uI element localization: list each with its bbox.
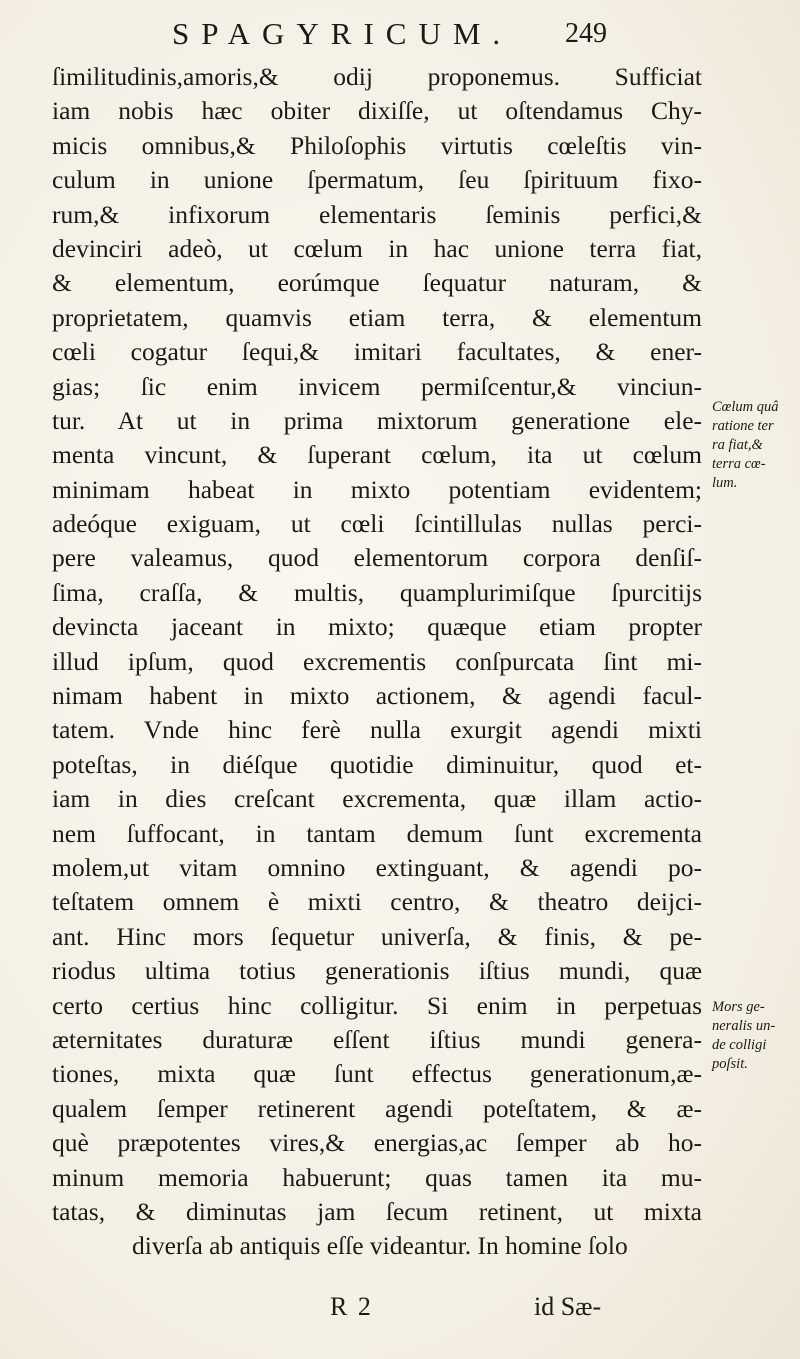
signature-mark: R 2	[330, 1292, 373, 1321]
text-line: minimam habeat in mixto potentiam evidentem;	[52, 474, 702, 504]
running-title: SPAGYRICUM.	[172, 16, 513, 51]
text-line: devincta jaceant in mixto; quæque etiam propter	[52, 612, 702, 642]
margin-note-line: lum.	[712, 475, 738, 491]
margin-note-line: Cœlum quâ	[712, 399, 779, 415]
text-line: adeóque exiguam, ut cœli ſcintillulas nullas perci-	[52, 509, 702, 539]
text-line: rum,& infixorum elementaris ſeminis perfici,&	[52, 199, 702, 229]
text-line: iam in dies creſcant excrementa, quæ illam actio-	[52, 784, 702, 814]
text-line: nem ſuffocant, in tantam demum ſunt excrementa	[52, 818, 702, 848]
text-line: molem,ut vitam omnino extinguant, & agendi po-	[52, 852, 702, 882]
text-line: menta vincunt, & ſuperant cœlum, ita ut cœlum	[52, 440, 702, 470]
text-line: proprietatem, quamvis etiam terra, & elementum	[52, 302, 702, 332]
text-line: poteſtas, in diéſque quotidie diminuitur, quod et-	[52, 749, 702, 779]
text-line: devinciri adeò, ut cœlum in hac unione terra fiat,	[52, 233, 702, 263]
text-line: gias; ſic enim invicem permiſcentur,& vinciun-	[52, 371, 702, 401]
margin-note-line: terra cœ-	[712, 456, 766, 472]
text-line: qualem ſemper retinerent agendi poteſtatem, & æ-	[52, 1093, 702, 1123]
text-line: tur. At ut in prima mixtorum generatione ele-	[52, 405, 702, 435]
margin-note-line: ra fiat,&	[712, 437, 763, 453]
text-line: illud ipſum, quod excrementis conſpurcata ſint mi-	[52, 646, 702, 676]
text-line: riodus ultima totius generationis iſtius mundi, quæ	[52, 956, 702, 986]
text-line: culum in unione ſpermatum, ſeu ſpirituum fixo-	[52, 165, 702, 195]
catchword: id Sæ-	[534, 1292, 602, 1321]
margin-note-line: neralis un-	[712, 1018, 776, 1034]
margin-note-line: de colligi	[712, 1037, 767, 1053]
margin-note-general-death	[712, 998, 798, 1074]
margin-note-line: ratione ter	[712, 418, 774, 434]
text-line: æternitates duraturæ eſſent iſtius mundi genera-	[52, 1024, 702, 1054]
margin-note-heaven-earth	[712, 398, 798, 493]
text-line: minum memoria habuerunt; quas tamen ita mu-	[52, 1162, 702, 1192]
running-head	[172, 14, 622, 54]
text-line: cœli cogatur ſequi,& imitari facultates, & ener-	[52, 337, 702, 367]
body-text	[52, 60, 702, 1264]
text-line: nimam habent in mixto actionem, & agendi facul-	[52, 681, 702, 711]
text-line: ſima, craſſa, & multis, quamplurimiſque ſpurcitijs	[52, 577, 702, 607]
text-line: tatem. Vnde hinc ferè nulla exurgit agendi mixti	[52, 715, 702, 745]
text-line: què præpotentes vires,& energias,ac ſemper ab ho-	[52, 1128, 702, 1158]
text-line: certo certius hinc colligitur. Si enim in perpetuas	[52, 990, 702, 1020]
text-line: pere valeamus, quod elementorum corpora denſiſ-	[52, 543, 702, 573]
margin-note-line: poſsit.	[712, 1056, 748, 1072]
text-line: ant. Hinc mors ſequetur univerſa, & finis, & pe-	[52, 921, 702, 951]
margin-note-line: Mors ge-	[712, 999, 765, 1015]
text-line: micis omnibus,& Philoſophis virtutis cœleſtis vin-	[52, 130, 702, 160]
text-line: diverſa ab antiquis eſſe videantur. In homine ſolo	[132, 1231, 628, 1261]
text-line: tatas, & diminutas jam ſecum retinent, ut mixta	[52, 1196, 702, 1226]
text-line: ſimilitudinis,amoris,& odij proponemus. Sufficiat	[52, 62, 702, 91]
text-line: tiones, mixta quæ ſunt effectus generationum,æ-	[52, 1059, 702, 1089]
page-number: 249	[565, 18, 607, 49]
text-line: teſtatem omnem è mixti centro, & theatro deijci-	[52, 887, 702, 917]
text-line: iam nobis hæc obiter dixiſſe, ut oſtendamus Chy-	[52, 96, 702, 126]
text-line: & elementum, eorúmque ſequatur naturam, &	[52, 268, 702, 298]
